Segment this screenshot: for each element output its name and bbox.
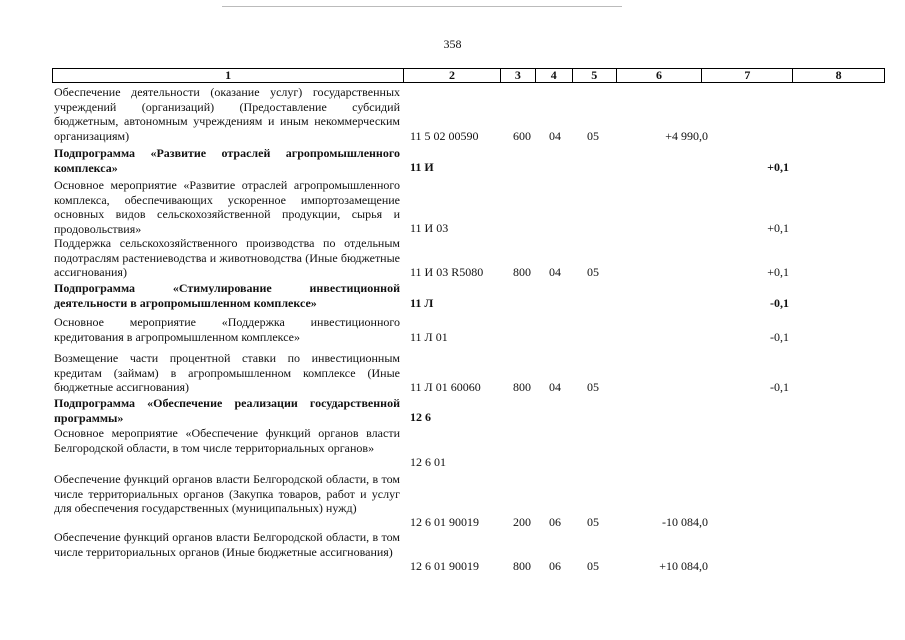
row-code: 11 Л 01 60060 — [410, 380, 481, 394]
row-code: 12 6 01 90019 — [410, 559, 479, 573]
row-value-7: +0,1 — [767, 160, 789, 174]
column-header-1: 1 — [53, 69, 404, 82]
row-value-4: 04 — [549, 380, 561, 394]
row-value-5: 05 — [587, 559, 599, 573]
row-description: Основное мероприятие «Обеспечение функций органов власти Белгородской области, в том числе территориальных органов» — [54, 426, 400, 455]
row-value-3: 200 — [513, 515, 531, 529]
row-description: Обеспечение деятельности (оказание услуг) государственных учреждений (организаций) (Предоставление субсидий бюджетным, автономным учреждениям и иным некоммерческим организациям) — [54, 85, 400, 143]
row-value-6: +4 990,0 — [665, 129, 708, 143]
column-header-5: 5 — [573, 69, 617, 82]
row-value-7: -0,1 — [770, 296, 789, 310]
row-value-4: 04 — [549, 129, 561, 143]
row-value-7: +0,1 — [767, 265, 789, 279]
column-header-2: 2 — [404, 69, 501, 82]
row-value-7: +0,1 — [767, 221, 789, 235]
table-row — [54, 351, 814, 396]
row-code: 11 И — [410, 160, 434, 174]
row-description: Основное мероприятие «Поддержка инвестиционного кредитования в агропромышленном комплексе» — [54, 315, 400, 344]
table-row — [54, 530, 814, 575]
column-header-3: 3 — [501, 69, 536, 82]
table-row — [54, 146, 814, 178]
row-value-3: 600 — [513, 129, 531, 143]
row-value-5: 05 — [587, 265, 599, 279]
page-number: 358 — [443, 37, 462, 51]
table-row — [54, 426, 814, 471]
table-row — [54, 178, 814, 238]
row-value-3: 800 — [513, 380, 531, 394]
column-header-8: 8 — [835, 68, 842, 82]
row-value-4: 06 — [549, 515, 561, 529]
table-row — [54, 85, 814, 145]
row-code: 12 6 — [410, 410, 431, 424]
row-code: 12 6 01 — [410, 455, 446, 469]
row-description: Подпрограмма «Стимулирование инвестиционной деятельности в агропромышленном комплексе» — [54, 281, 400, 310]
column-header-6: 6 — [617, 69, 703, 82]
row-value-3: 800 — [513, 265, 531, 279]
row-description: Поддержка сельскохозяйственного производства по отдельным подотраслям растениеводства и животноводства (Иные бюджетные ассигнования) — [54, 236, 400, 280]
row-description: Возмещение части процентной ставки по инвестиционным кредитам (займам) в агропромышленном комплексе (Иные бюджетные ассигнования) — [54, 351, 400, 395]
row-value-7: -0,1 — [770, 380, 789, 394]
row-value-6: -10 084,0 — [662, 515, 708, 529]
row-value-5: 05 — [587, 129, 599, 143]
row-value-5: 05 — [587, 380, 599, 394]
row-description: Подпрограмма «Развитие отраслей агропромышленного комплекса» — [54, 146, 400, 175]
row-value-4: 06 — [549, 559, 561, 573]
row-code: 12 6 01 90019 — [410, 515, 479, 529]
row-code: 11 Л — [410, 296, 434, 310]
table-header — [52, 68, 885, 83]
row-value-4: 04 — [549, 265, 561, 279]
row-code: 11 5 02 00590 — [410, 129, 479, 143]
row-description: Обеспечение функций органов власти Белгородской области, в том числе территориальных органов (Закупка товаров, работ и услуг для обеспечения государственных (муниципальных) нужд) — [54, 472, 400, 516]
table-row — [54, 396, 814, 426]
table-row — [54, 281, 814, 313]
row-value-3: 800 — [513, 559, 531, 573]
row-description: Основное мероприятие «Развитие отраслей агропромышленного комплекса, обеспечивающих ускоренное импортозамещение основных видов сельскохозяйственной продукции, сырья и продовольствия» — [54, 178, 400, 236]
table-row — [54, 236, 814, 281]
table-row — [54, 315, 814, 347]
row-description: Обеспечение функций органов власти Белгородской области, в том числе территориальных органов (Иные бюджетные ассигнования) — [54, 530, 400, 559]
row-code: 11 И 03 R5080 — [410, 265, 484, 279]
row-value-7: -0,1 — [770, 330, 789, 344]
row-code: 11 И 03 — [410, 221, 449, 235]
row-code: 11 Л 01 — [410, 330, 448, 344]
table-row — [54, 472, 814, 532]
row-description: Подпрограмма «Обеспечение реализации государственной программы» — [54, 396, 400, 425]
column-header-7: 7 — [702, 69, 793, 82]
top-rule — [222, 6, 622, 7]
column-header-4: 4 — [536, 69, 573, 82]
row-value-5: 05 — [587, 515, 599, 529]
row-value-6: +10 084,0 — [659, 559, 708, 573]
